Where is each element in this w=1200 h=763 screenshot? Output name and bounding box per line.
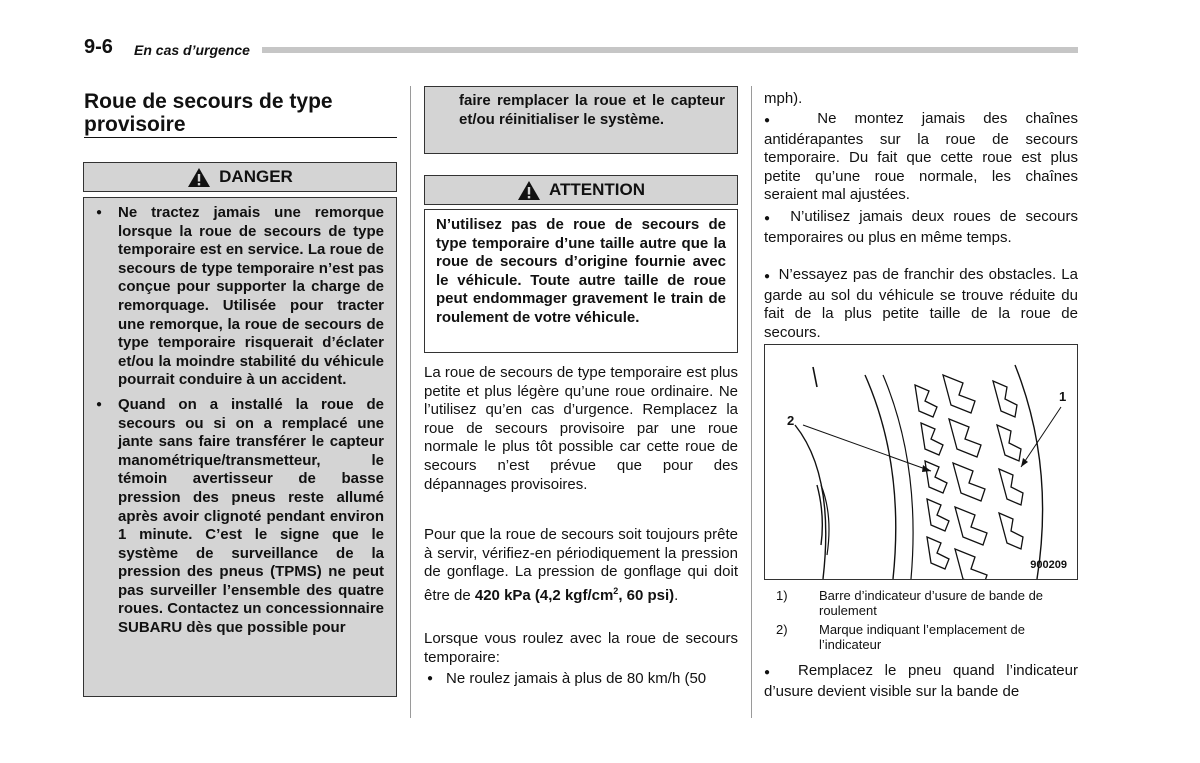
caption-text: Barre d’indicateur d’usure de bande de roulement — [819, 588, 1044, 618]
danger-item: ● Ne tractez jamais une remorque lorsque la roue de secours de type temporaire est en service. La roue de secours de type temporaire n’est pas conçue pour supporter la charge de remorquage. Utilisée pour tracter une remorque, la roue de secours de type temporaire risquerait d’éclater et/ou la moindre stabilité du véhicule pourrait conduire à un accident. — [84, 204, 384, 390]
column-divider-2 — [751, 86, 752, 718]
danger-header — [83, 162, 397, 192]
caption-2 — [776, 622, 1086, 654]
bullet-dot: ● — [764, 115, 818, 126]
attention-box — [424, 209, 738, 353]
callout-2: 2 — [787, 413, 795, 428]
danger-continued-box — [424, 86, 738, 154]
page-number: 9-6 — [84, 36, 113, 58]
caption-number: 1) — [776, 588, 788, 603]
bullet-speed-text: Ne roulez jamais à plus de 80 km/h (50 — [446, 670, 707, 687]
caption-text: Marque indiquant l’emplacement de l’indicateur — [819, 622, 1025, 652]
bullet-dot: ● — [764, 213, 791, 224]
attention-header — [424, 175, 738, 205]
header-rule — [262, 47, 1078, 53]
heading-rule — [84, 137, 397, 138]
bullet-dot: ● — [427, 673, 434, 684]
bullet-chains-text: Ne montez jamais des chaînes antidérapantes sur la roue de secours temporaire. Du fait que cette roue est plus petite qu’une roue normale, les chaînes seraient mal ajustées. — [764, 110, 1078, 204]
danger-label: DANGER — [219, 167, 293, 186]
callout-1: 1 — [1059, 389, 1067, 404]
warning-icon — [517, 180, 541, 201]
attention-label: ATTENTION — [548, 180, 645, 199]
bullet-speed — [424, 670, 738, 689]
pressure-sup: 2 — [613, 585, 619, 596]
tire-wear-figure — [764, 344, 1078, 580]
figure-code: 900209 — [1030, 559, 1067, 571]
pressure-value-psi: , 60 psi) — [618, 586, 675, 604]
bullet-dot: ● — [764, 271, 779, 282]
bullet-chains — [764, 110, 1078, 205]
caption-number: 2) — [776, 622, 788, 637]
paragraph-driving: Lorsque vous roulez avec la roue de secours temporaire: — [424, 630, 738, 666]
pressure-end: . — [674, 586, 679, 604]
column-divider-1 — [410, 86, 411, 718]
mph-continued: mph). — [764, 90, 803, 107]
pressure-value: 420 kPa (4,2 kgf/cm — [474, 586, 614, 604]
paragraph-spare-wheel: La roue de secours de type temporaire est plus petite et plus légère qu’une roue ordinaire. Ne l’utilisez qu’en cas d’urgence. Remplacez la roue de secours provisoire par une roue normale le plus tôt possible car cette roue de secours n’est prévue que pour des dépannages provisoires. — [424, 364, 738, 493]
bullet-replace-tire — [764, 662, 1078, 701]
danger-item: ● Quand on a installé la roue de secours ou si on a remplacé une jante sans faire transférer le capteur manométrique/transmetteur, le témoin avertisseur de basse pression des pneus reste allumé après avoir clignoté pendant environ 1 minute. C’est le signe que le système de surveillance de la pression des pneus (TPMS) ne peut pas surveiller l’ensemble des quatre roues. Contactez un concessionnaire SUBARU dès que possible pour — [84, 396, 384, 638]
pressure-text: Pour que la roue de secours soit toujours prête à servir, vérifiez-en périodiquement la pression de gonflage. La pression de gonflage qui doit être de — [424, 526, 738, 604]
paragraph-pressure — [424, 526, 738, 605]
bullet-replace-tire-text: Remplacez le pneu quand l’indicateur d’usure devient visible sur la bande de — [764, 662, 1078, 700]
warning-icon — [187, 167, 211, 188]
danger-continued-text: faire remplacer la roue et le capteur et/ou réinitialiser le système. — [459, 92, 725, 128]
page-heading: Roue de secours de type provisoire — [84, 90, 333, 136]
tire-illustration — [765, 345, 1077, 579]
bullet-two-spares-text: N’utilisez jamais deux roues de secours temporaires ou plus en même temps. — [764, 208, 1078, 246]
section-title: En cas d’urgence — [134, 42, 250, 58]
bullet-dot: ● — [764, 667, 798, 678]
bullet-obstacles-text: N’essayez pas de franchir des obstacles. La garde au sol du véhicule se trouve réduite du fait de la plus petite taille de la roue de secours. — [764, 266, 1078, 341]
caption-1 — [776, 588, 1086, 620]
bullet-two-spares — [764, 208, 1078, 247]
danger-box — [83, 197, 397, 697]
attention-text: N’utilisez pas de roue de secours de type temporaire d’une taille autre que la roue de secours d’origine fournie avec le véhicule. Toute autre taille de roue peut endommager gravement le train de roulement de votre véhicule. — [436, 216, 726, 326]
bullet-obstacles — [764, 266, 1078, 342]
